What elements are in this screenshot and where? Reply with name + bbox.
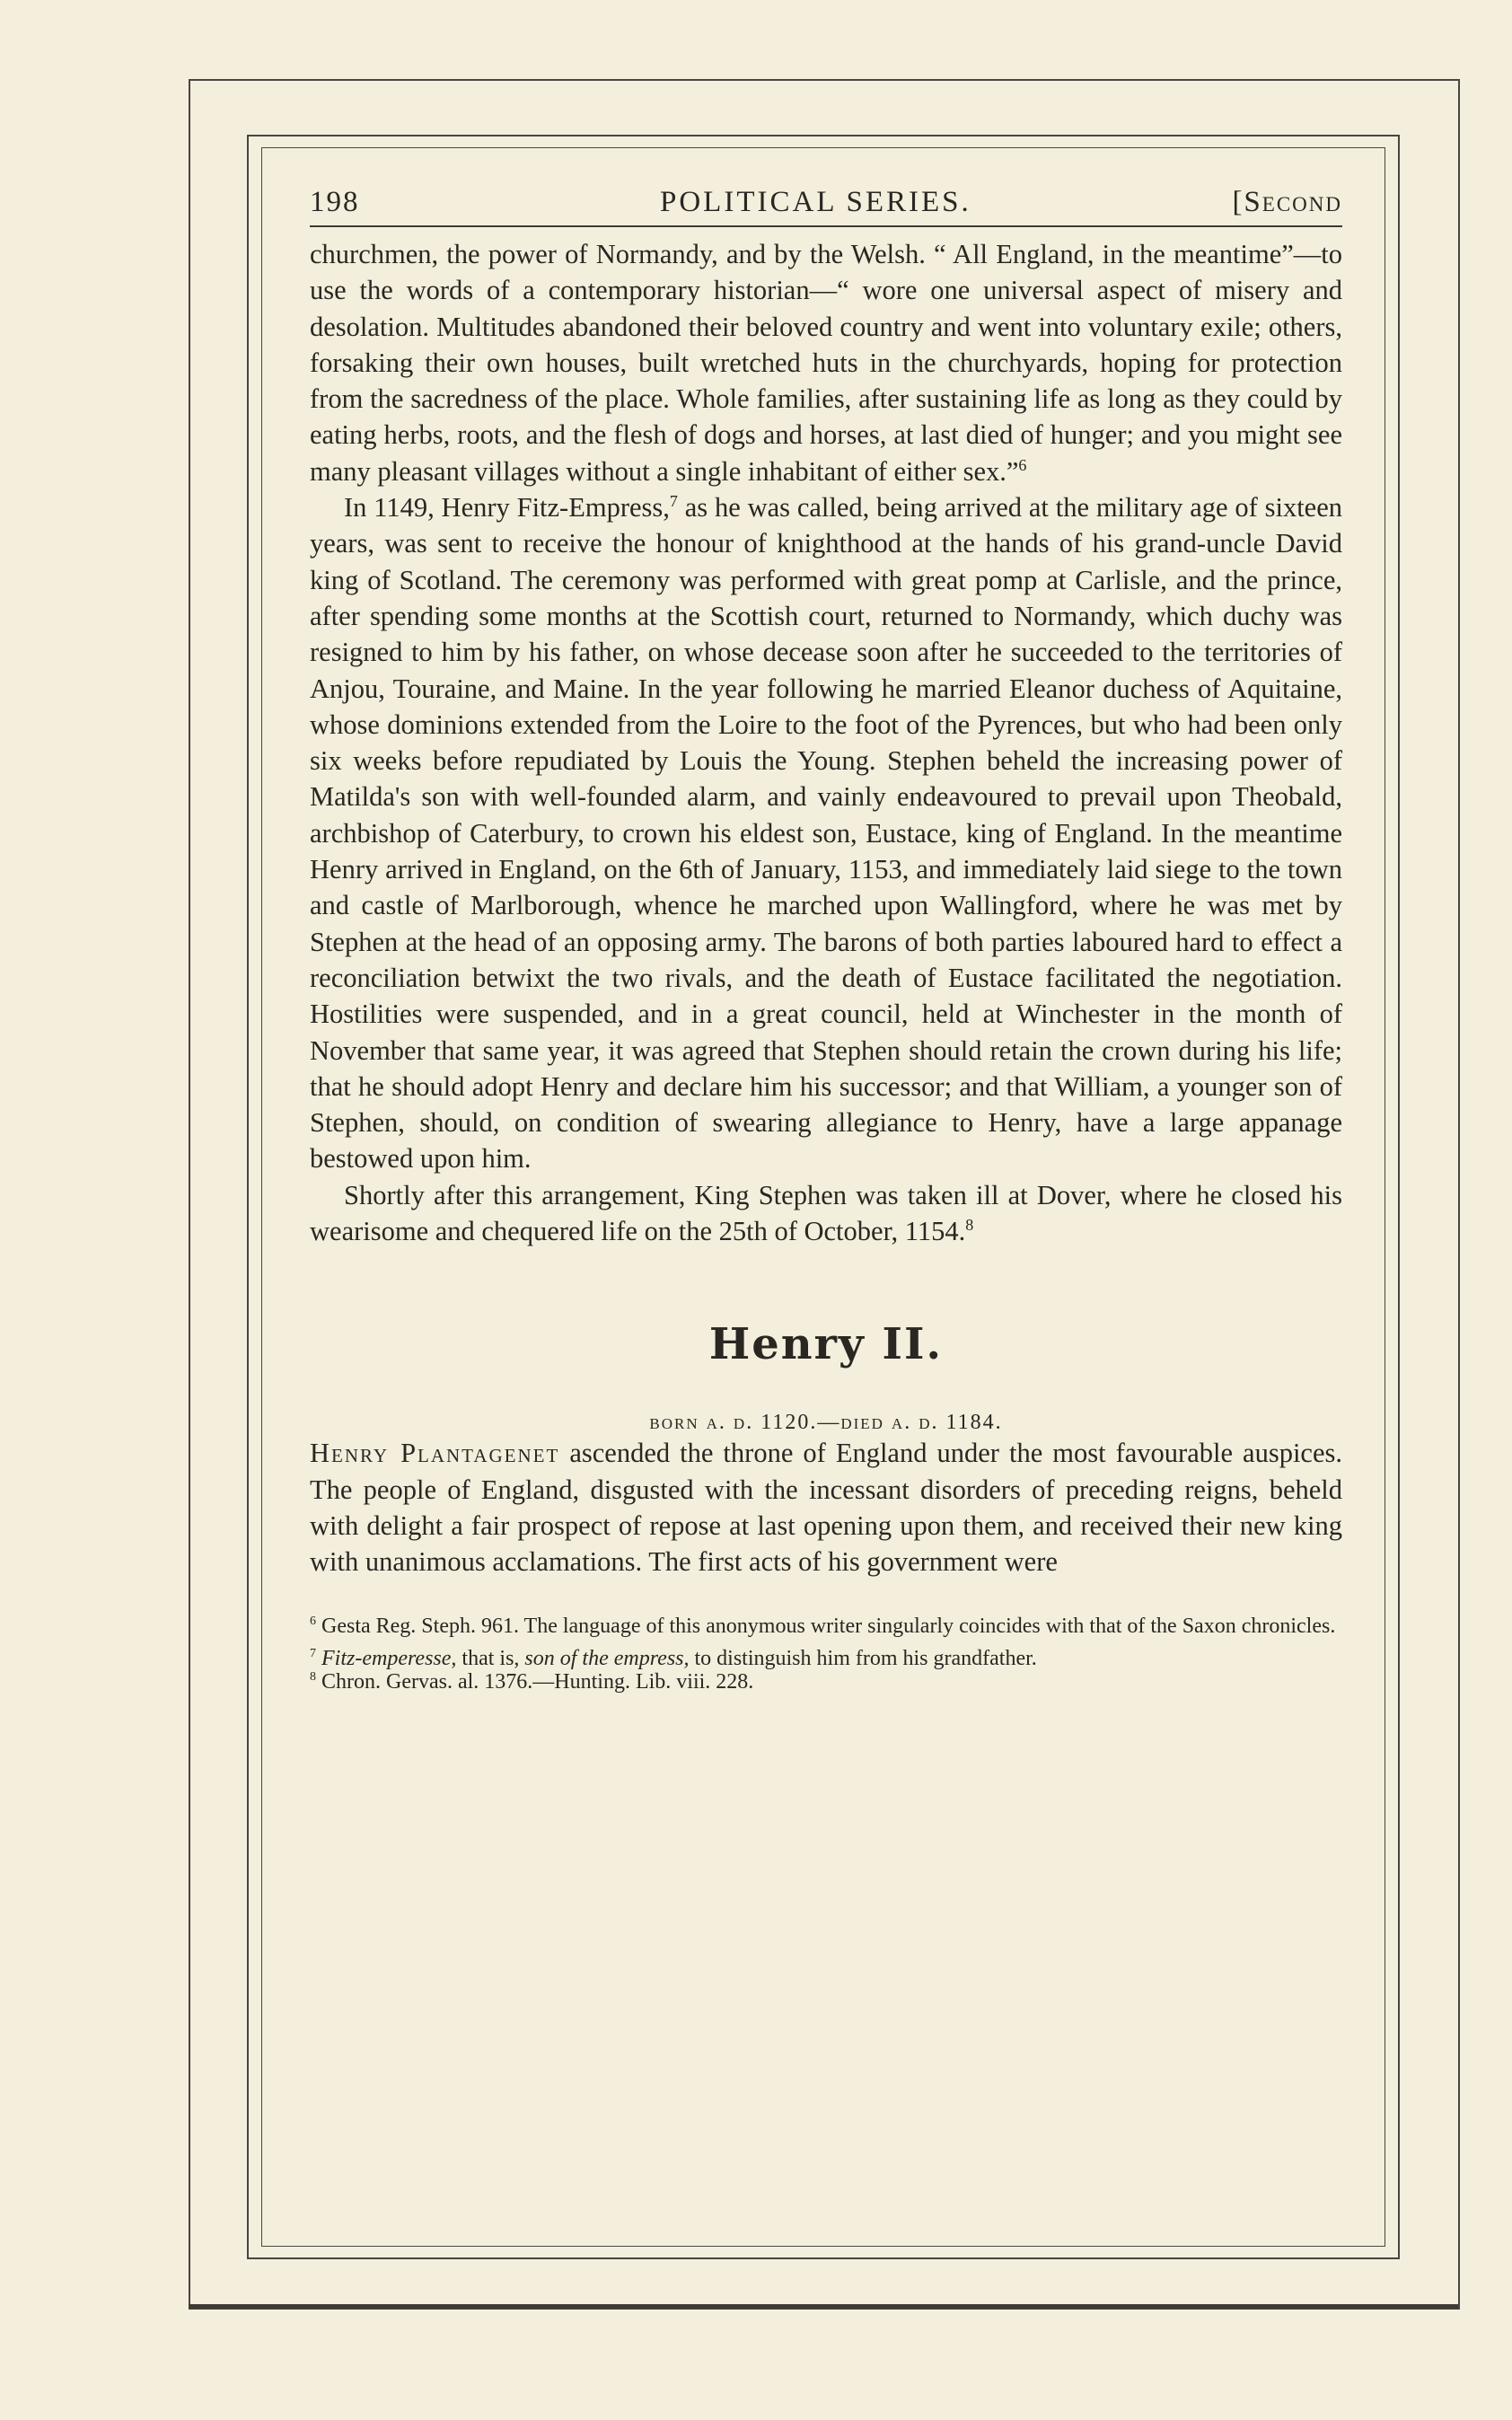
footnote-ref: 6 (1018, 455, 1027, 474)
footnote-text: Gesta Reg. Steph. 961. The language of this anonymous writer singularly coincides with that of the Saxon chronicles. (316, 1614, 1336, 1638)
footnote (310, 1615, 1342, 1638)
header-rule (310, 225, 1342, 227)
page-content (310, 175, 1342, 1694)
footnote-italic: Fitz-emperesse, (321, 1646, 457, 1670)
footnote-italic: son of the empress, (524, 1646, 690, 1670)
footnote-mark: 7 (310, 1646, 316, 1660)
paragraph (310, 489, 1342, 1177)
running-header (310, 175, 1342, 224)
page-number: 198 (310, 186, 360, 218)
life-dates (310, 1411, 1342, 1435)
footnote-text: to distinguish him from his grandfather. (689, 1646, 1037, 1670)
footnote (310, 1647, 1342, 1670)
footnote-ref: 7 (669, 491, 678, 510)
footnote-text: Chron. Gervas. al. 1376.—Hunting. Lib. viii. 228. (316, 1669, 754, 1694)
lead-name: Henry Plantagenet (310, 1438, 560, 1469)
lead-paragraph (310, 1435, 1342, 1580)
paragraph (310, 1177, 1342, 1250)
outer-bottom-rule (189, 2304, 1458, 2309)
born-label: born a. d. (649, 1411, 754, 1435)
running-title: POLITICAL SERIES. (660, 186, 971, 218)
paragraph-text: Shortly after this arrangement, King Stephen was taken ill at Dover, where he closed his wearisome and chequered life on the 25th of October, 1154. (310, 1179, 1342, 1247)
paragraph-text: as he was called, being arrived at the military age of sixteen years, was sent to receive the honour of knighthood at the hands of his grand-uncle David king of Scotland. The ceremony was performed with great pomp at Carlisle, and the prince, after spending some months at the Scottish court, returned to Normandy, which duchy was resigned to him by his father, on whose decease soon after he succeeded to the territories of Anjou, Touraine, and Maine. In the year following he married Eleanor duchess of Aquitaine, whose dominions extended from the Loire to the foot of the Pyrences, but who had been only six weeks before repudiated by Louis the Young. Stephen beheld the increasing power of Matilda's son with well-founded alarm, and vainly endeavoured to prevail upon Theobald, archbishop of Caterbury, to crown his eldest son, Eustace, king of England. In the meantime Henry arrived in England, on the 6th of January, 1153, and immediately laid siege to the town and castle of Marlborough, whence he marched upon Wallingford, where he was met by Stephen at the head of an opposing army. The barons of both parties laboured hard to effect a reconciliation betwixt the two rivals, and the death of Eustace facilitated the negotiation. Hostilities were suspended, and in a great council, held at Winchester in the month of November that same year, it was agreed that Stephen should retain the crown during his life; that he should adopt Henry and declare him his successor; and that William, a younger son of Stephen, should, on condition of swearing allegiance to Henry, have a large appanage bestowed upon him. (310, 492, 1342, 1175)
section-marker: [Second (1232, 186, 1342, 218)
footnotes (310, 1615, 1342, 1694)
footnote-mark: 8 (310, 1669, 316, 1684)
paragraph-text: In 1149, Henry Fitz-Empress, (344, 492, 670, 524)
footnote-text: that is, (456, 1646, 525, 1670)
footnote-ref: 8 (965, 1215, 974, 1234)
footnote (310, 1670, 1342, 1694)
body-text (310, 236, 1342, 1580)
paragraph-text: ascended the throne of England under the most favourable auspices. The people of England, disgusted with the incessant disorders of preceding reigns, beheld with delight a fair prospect of repose at last opening upon them, and received their new king with unanimous acclamations. The first acts of his government were (310, 1438, 1342, 1578)
died-label: —died a. d. (817, 1411, 939, 1435)
died-year: 1184. (945, 1411, 1003, 1435)
paragraph (310, 236, 1342, 489)
born-year: 1120. (760, 1411, 818, 1435)
paragraph-text: churchmen, the power of Normandy, and by the Welsh. “ All England, in the meantime”—to use the words of a contemporary historian—“ wore one universal aspect of misery and desolation. Multitudes abandoned their beloved country and went into voluntary exile; others, forsaking their own houses, built wretched huts in the churchyards, hoping for protection from the sacredness of the place. Whole families, after sustaining life as long as they could by eating herbs, roots, and the flesh of dogs and horses, at last died of hunger; and you might see many pleasant villages without a single inhabitant of either sex.” (310, 239, 1342, 487)
footnote-mark: 6 (310, 1614, 316, 1628)
chapter-heading: Henry II. (708, 1319, 944, 1370)
